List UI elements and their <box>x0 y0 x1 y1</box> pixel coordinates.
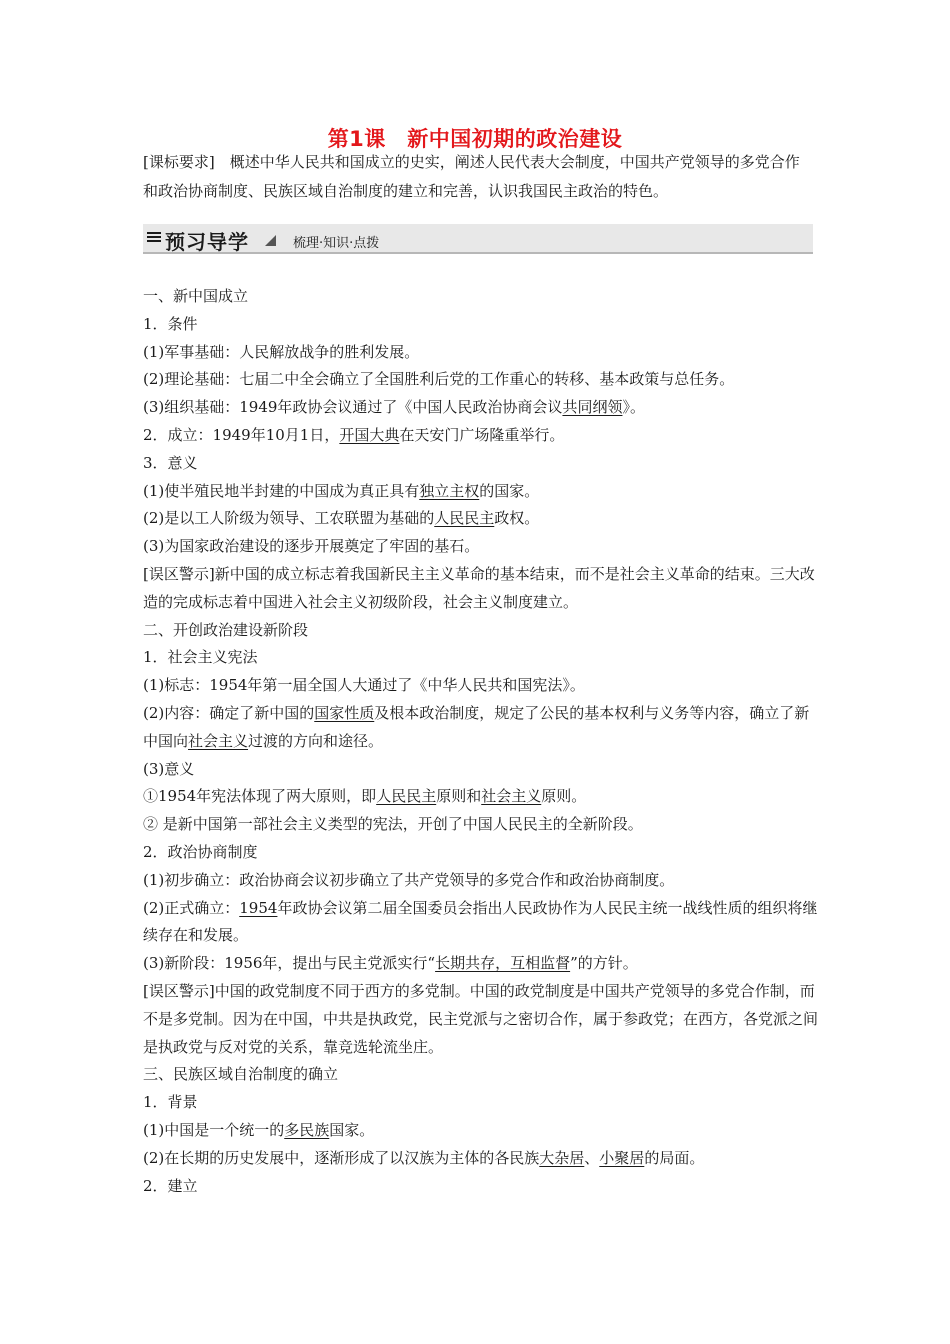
content-line <box>143 1173 818 1201</box>
text-segment: (1)军事基础：人民解放战争的胜利发展。 <box>143 342 420 361</box>
banner-subtitle: 梳理·知识·点拨 <box>293 236 380 251</box>
text-segment: (1)初步确立：政治协商会议初步确立了共产党领导的多党合作和政治协商制度。 <box>143 870 675 889</box>
text-segment: 》。 <box>622 398 645 417</box>
content-line <box>143 394 818 422</box>
content-line <box>143 283 818 311</box>
page-title: 第1课 新中国初期的政治建设 <box>327 127 623 151</box>
content-line <box>143 1117 818 1145</box>
underlined-answer: 社会主义 <box>188 731 249 750</box>
content-line <box>143 422 818 450</box>
text-segment: 2．政治协商制度 <box>143 842 258 861</box>
underlined-answer: 独立主权 <box>419 481 480 500</box>
content-line <box>143 478 818 506</box>
text-segment: 年政协会议第二届全国委员会指出人民政协作为人民民主统一战线性质的组织将继续存在和发展。 <box>143 898 818 945</box>
text-segment: 2．成立：1949年10月1日， <box>143 425 340 444</box>
text-segment: (2)在长期的历史发展中，逐渐形成了以汉族为主体的各民族 <box>143 1148 540 1167</box>
text-segment: 在天安门广场隆重举行。 <box>399 425 565 444</box>
triangle-icon <box>265 235 276 246</box>
text-segment: 及根本政治制度，规定了公民的基本权利与义务等内容，确立了新中国向 <box>143 703 810 750</box>
text-segment: [误区警示]新中国的成立标志着我国新民主主义革命的基本结束，而不是社会主义革命的结束。三大改造的完成标志着中国进入社会主义初级阶段，社会主义制度建立。 <box>143 564 815 611</box>
text-segment: 二、开创政治建设新阶段 <box>143 620 309 639</box>
text-segment: 、 <box>584 1148 600 1167</box>
underlined-answer: 长期共存，互相监督 <box>435 954 571 973</box>
text-segment: 2．建立 <box>143 1176 198 1195</box>
content-line <box>143 1145 818 1173</box>
text-segment: 1．条件 <box>143 314 198 333</box>
content-line <box>143 339 818 367</box>
stripes-icon <box>147 232 161 246</box>
content-line <box>143 1061 818 1089</box>
content-line <box>143 978 818 1061</box>
content-line <box>143 895 818 951</box>
text-segment: (2)正式确立： <box>143 898 240 917</box>
text-segment: 1．背景 <box>143 1093 198 1112</box>
main-content <box>143 283 818 1200</box>
underlined-answer: 国家性质 <box>314 703 375 722</box>
underlined-answer: 小聚居 <box>599 1148 645 1167</box>
underlined-answer: 共同纲领 <box>562 398 623 417</box>
text-segment: ①1954年宪法体现了两大原则，即 <box>143 787 377 806</box>
content-line <box>143 700 818 756</box>
text-segment: 原则和 <box>436 787 482 806</box>
content-line <box>143 311 818 339</box>
text-segment: 3．意义 <box>143 453 198 472</box>
text-segment: (3)组织基础：1949年政协会议通过了《中国人民政治协商会议 <box>143 398 563 417</box>
requirements-tag: [课标要求] <box>143 153 215 171</box>
content-line <box>143 450 818 478</box>
text-segment: (3)新阶段：1956年，提出与民主党派实行“ <box>143 954 436 973</box>
content-line <box>143 756 818 784</box>
text-segment: (2)是以工人阶级为领导、工农联盟为基础的 <box>143 509 435 528</box>
text-segment: (2)理论基础：七届二中全会确立了全国胜利后党的工作重心的转移、基本政策与总任务。 <box>143 370 735 389</box>
content-line <box>143 867 818 895</box>
text-segment: ”的方针。 <box>570 954 638 973</box>
text-segment: (3)意义 <box>143 759 195 778</box>
content-line <box>143 839 818 867</box>
content-line <box>143 533 818 561</box>
text-segment: 三、民族区域自治制度的确立 <box>143 1065 339 1084</box>
content-line <box>143 1089 818 1117</box>
underlined-answer: 人民民主 <box>434 509 495 528</box>
text-segment: (1)标志：1954年第一届全国人大通过了《中华人民共和国宪法》。 <box>143 676 585 695</box>
text-segment: (2)内容：确定了新中国的 <box>143 703 315 722</box>
text-segment: (3)为国家政治建设的逐步开展奠定了牢固的基石。 <box>143 537 480 556</box>
text-segment: 一、新中国成立 <box>143 287 249 305</box>
banner-title: 预习导学 <box>165 230 249 254</box>
text-segment: 政权。 <box>494 509 540 528</box>
content-line <box>143 617 818 645</box>
text-segment: [误区警示]中国的政党制度不同于西方的多党制。中国的政党制度是中国共产党领导的多党合作制，而不是多党制。因为在中国，中共是执政党，民主党派与之密切合作，属于参政党；在西方，各党派之间是执政党与反对党的关系，靠竞选轮流坐庄。 <box>143 981 819 1056</box>
requirements-text: 概述中华人民共和国成立的史实，阐述人民代表大会制度，中国共产党领导的多党合作和政治协商制度、民族区域自治制度的建立和完善，认识我国民主政治的特色。 <box>143 153 800 200</box>
underlined-answer: 大杂居 <box>539 1148 585 1167</box>
text-segment: (1)使半殖民地半封建的中国成为真正具有 <box>143 481 420 500</box>
content-line <box>143 811 818 839</box>
underlined-answer: 人民民主 <box>376 787 437 806</box>
text-segment: (1)中国是一个统一的 <box>143 1120 285 1139</box>
section-banner <box>143 222 813 254</box>
content-line <box>143 672 818 700</box>
underlined-answer: 社会主义 <box>481 787 542 806</box>
text-segment: 国家。 <box>329 1120 375 1139</box>
underlined-answer: 1954 <box>239 898 278 917</box>
content-line <box>143 644 818 672</box>
text-segment: 的局面。 <box>644 1148 705 1167</box>
text-segment: ② 是新中国第一部社会主义类型的宪法，开创了中国人民民主的全新阶段。 <box>143 815 643 834</box>
content-line <box>143 505 818 533</box>
underlined-answer: 多民族 <box>284 1120 330 1139</box>
text-segment: 过渡的方向和途径。 <box>248 731 384 750</box>
text-segment: 1．社会主义宪法 <box>143 648 258 667</box>
text-segment: 的国家。 <box>479 481 540 500</box>
content-line <box>143 366 818 394</box>
underlined-answer: 开国大典 <box>339 425 400 444</box>
text-segment: 原则。 <box>541 787 587 806</box>
content-line <box>143 783 818 811</box>
content-line <box>143 561 818 617</box>
curriculum-requirements <box>143 148 811 206</box>
content-line <box>143 950 818 978</box>
